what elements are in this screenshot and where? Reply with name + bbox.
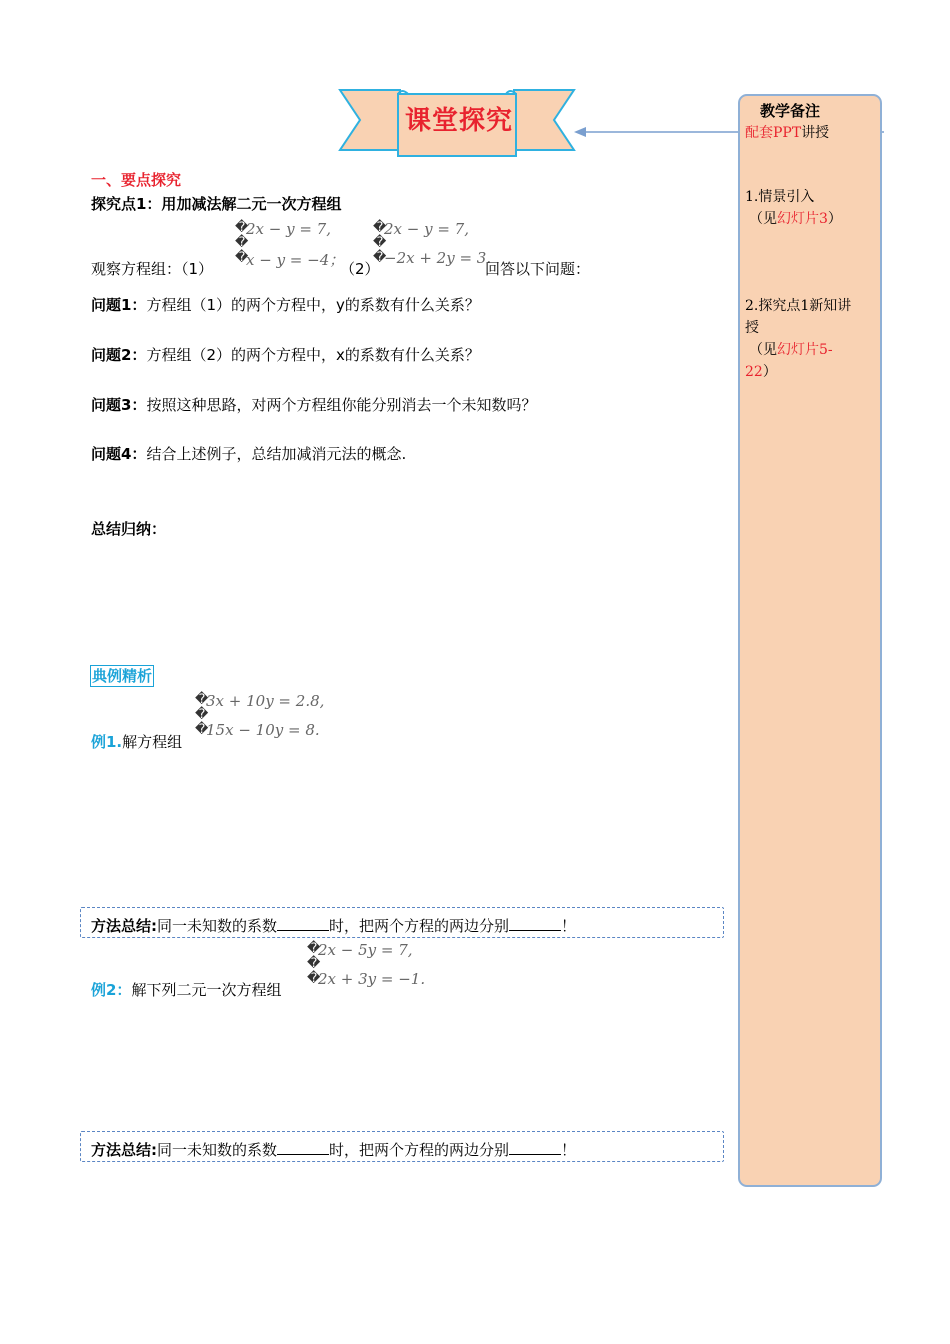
note-item-2-title-cont: 授 [745, 320, 759, 336]
note-item-2-open: （见 [749, 342, 777, 358]
question-4 [91, 443, 406, 464]
teaching-notes-panel [738, 94, 882, 1187]
fill-blank[interactable] [509, 916, 561, 931]
summary-label: 总结归纳： [91, 520, 167, 538]
question-label: 问题3： [91, 396, 147, 414]
example2-eq1: 2x − 5y = 7, [318, 941, 413, 959]
note-item-2-ref [745, 339, 877, 361]
teaching-notes-subtitle [745, 122, 829, 142]
method-summary-2: 方法总结:同一未知数的系数 时，把两个方程的两边分别 ！ [91, 1141, 577, 1159]
system2-eq2: −2x + 2y = 3. [384, 249, 492, 267]
note-item-1 [745, 186, 877, 230]
question-label: 问题2： [91, 346, 147, 364]
brace-icon: � � � [307, 941, 321, 986]
example-text: 解方程组 [122, 733, 183, 751]
note-item-2-ref-cont [745, 361, 877, 383]
method-summary-1: 方法总结:同一未知数的系数 时，把两个方程的两边分别 ！ [91, 917, 577, 935]
brace-icon: � � � [235, 220, 249, 265]
question-label: 问题1： [91, 296, 147, 314]
method-label: 方法总结: [91, 1141, 157, 1159]
system2-eq1: 2x − y = 7, [384, 220, 469, 238]
fill-blank[interactable] [277, 1140, 329, 1155]
system1-eq2: x − y = −4； [246, 251, 345, 269]
question-1 [91, 294, 480, 315]
observe-text: 观察方程组：（1） [91, 260, 214, 278]
banner-title: 课堂探究 [404, 106, 513, 136]
example-text: 解下列二元一次方程组 [131, 981, 282, 999]
fill-blank[interactable] [509, 1140, 561, 1155]
note-item-2 [745, 295, 877, 383]
system2-label: （2） [340, 260, 380, 278]
note-item-1-title: 1.情景引入 [745, 189, 815, 205]
system1-eq1: 2x − y = 7, [246, 220, 331, 238]
note-item-1-open: （见 [749, 211, 777, 227]
brace-icon: � � � [373, 220, 387, 265]
question-label: 问题4： [91, 445, 147, 463]
brace-icon: � � � [195, 692, 209, 737]
example-2 [91, 979, 281, 1000]
example1-eq2: 15x − 10y = 8. [206, 721, 320, 739]
question-text: 方程组（2）的两个方程中，x的系数有什么关系？ [146, 346, 480, 364]
answer-prompt: 回答以下问题： [485, 260, 591, 278]
key-point-title: 探究点1：用加减法解二元一次方程组 [91, 195, 342, 213]
note-item-1-ref [745, 208, 877, 230]
note-item-2-title: 2.探究点1新知讲 [745, 298, 852, 314]
question-3 [91, 394, 536, 415]
example-label: 例2： [91, 981, 132, 999]
note-item-2-close: ） [762, 364, 777, 380]
question-text: 方程组（1）的两个方程中，y的系数有什么关系？ [146, 296, 480, 314]
teaching-notes-title: 教学备注 [760, 102, 821, 120]
section-heading: 一、要点探究 [91, 171, 182, 189]
fill-blank[interactable] [277, 916, 329, 931]
example-label: 例1. [91, 733, 123, 751]
example2-eq2: 2x + 3y = −1. [318, 970, 426, 988]
question-text: 结合上述例子，总结加减消元法的概念. [146, 445, 407, 463]
note-item-2-slide-end: 22 [745, 364, 763, 380]
note-item-1-close: ） [827, 211, 842, 227]
examples-tag: 典例精析 [92, 667, 153, 685]
note-item-2-slide: 幻灯片5- [777, 342, 833, 358]
question-text: 按照这种思路，对两个方程组你能分别消去一个未知数吗？ [146, 396, 537, 414]
question-2 [91, 344, 480, 365]
method-label: 方法总结: [91, 917, 157, 935]
ppt-ref: 配套PPT [745, 125, 802, 141]
note-item-1-slide: 幻灯片3 [777, 211, 828, 227]
example1-eq1: 3x + 10y = 2.8, [206, 692, 325, 710]
example-1 [91, 731, 182, 752]
ppt-ref-suffix: 讲授 [801, 125, 830, 141]
